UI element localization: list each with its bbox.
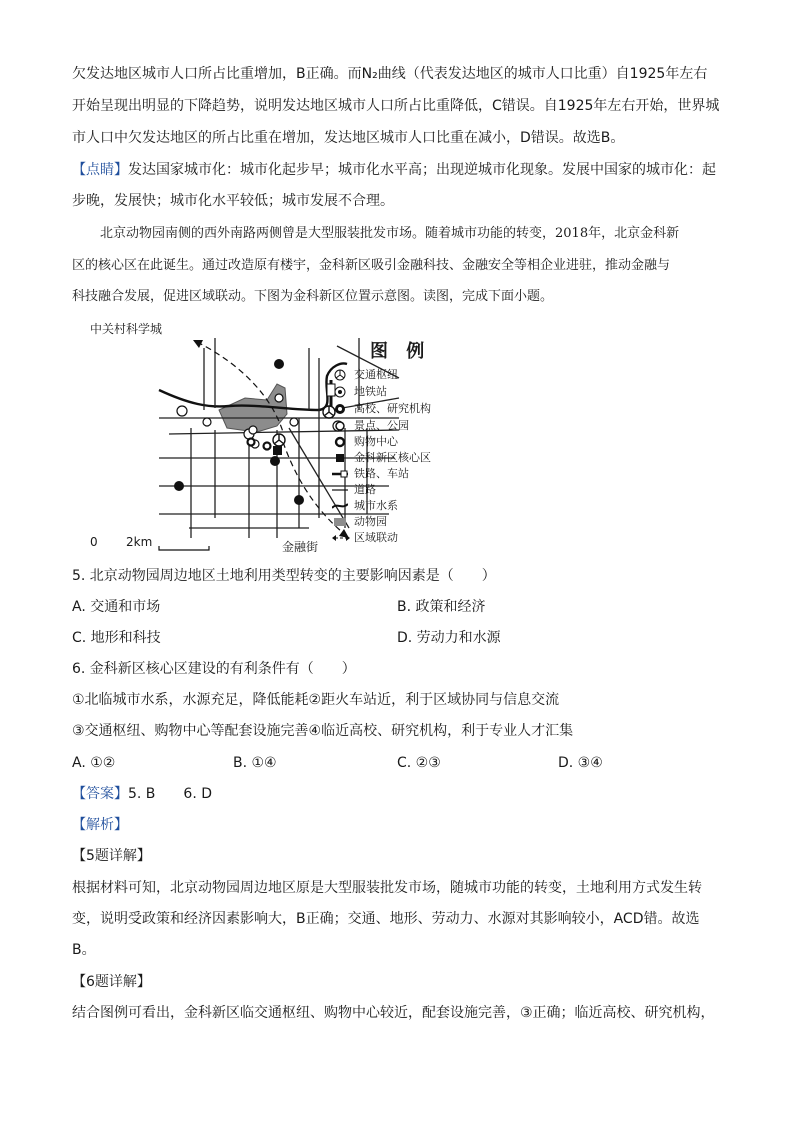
legend-item-transport-hub: 交通枢纽 [332, 366, 398, 382]
shopping-center-icon [332, 435, 348, 448]
answer-line [72, 784, 212, 804]
q6-statement-line: ③交通枢纽、购物中心等配套设施完善④临近高校、研究机构，利于专业人才汇集 [72, 723, 574, 739]
q5-option-b[interactable]: B. 政策和经济 [397, 599, 486, 615]
legend-item-zoo: 动物园 [332, 513, 387, 529]
tip-text: 发达国家城市化：城市化起步早；城市化水平高；出现逆城市化现象。发展中国家的城市化：起 [128, 162, 716, 178]
road-icon [332, 483, 348, 496]
university-icon [332, 402, 348, 415]
legend-item-core-area: 金科新区核心区 [332, 449, 431, 465]
legend-item-shopping: 购物中心 [332, 433, 398, 449]
paragraph-line: 步晚，发展快；城市化水平较低；城市发展不合理。 [72, 193, 394, 209]
subway-station-icon [332, 385, 348, 398]
q6-option-b[interactable]: B. ①④ [233, 755, 277, 771]
park-icon [332, 419, 348, 432]
q6-option-d[interactable]: D. ③④ [558, 755, 603, 771]
q6-option-c[interactable]: C. ②③ [397, 755, 441, 771]
q5-option-c[interactable]: C. 地形和科技 [72, 630, 161, 646]
zoo-icon [332, 515, 348, 528]
q6-detail-line: 结合图例可看出，金科新区临交通枢纽、购物中心较近，配套设施完善，③正确；临近高校、研究机构， [72, 1005, 715, 1021]
legend-title: 图 例 [370, 341, 431, 362]
q6-statement-line: ①北临城市水系，水源充足，降低能耗②距火车站近，利于区域协同与信息交流 [72, 692, 560, 708]
answer-text: 5. B 6. D [128, 786, 212, 802]
legend-item-railway: 铁路、车站 [332, 465, 409, 481]
scale-zero: 0 [90, 535, 98, 549]
railway-station-icon [332, 467, 348, 480]
q5-detail-line: B。 [72, 942, 96, 958]
paragraph-line: 欠发达地区城市人口所占比重增加，B正确。而N₂曲线（代表发达地区的城市人口比重）自1925年左右 [72, 66, 708, 82]
legend-item-regional-link: 区域联动 [332, 529, 398, 545]
tip-tag: 【点睛】 [72, 162, 128, 178]
core-area-marker [273, 446, 282, 455]
q5-detail-tag: 【5题详解】 [72, 848, 151, 864]
material-line: 北京动物园南侧的西外南路两侧曾是大型服装批发市场。随着城市功能的转变，2018年，北京金科新 [100, 226, 680, 241]
q5-option-a[interactable]: A. 交通和市场 [72, 599, 161, 615]
question-5-stem: 5. 北京动物园周边地区土地利用类型转变的主要影响因素是（ ） [72, 568, 496, 584]
regional-link-icon [332, 531, 348, 544]
river-icon [332, 499, 348, 512]
q6-option-a[interactable]: A. ①② [72, 755, 116, 771]
transport-hub-icon [332, 368, 348, 381]
map-label-zhongguancun: 中关村科学城 [90, 322, 163, 336]
scale-bar [159, 546, 209, 550]
q5-detail-line: 变，说明受政策和经济因素影响大，B正确；交通、地形、劳动力、水源对其影响较小，ACD错。故选 [72, 911, 700, 927]
legend-item-road: 道路 [332, 481, 376, 497]
question-6-stem: 6. 金科新区核心区建设的有利条件有（ ） [72, 661, 356, 677]
answer-tag: 【答案】 [72, 786, 128, 802]
material-line: 区的核心区在此诞生。通过改造原有楼宇，金科新区吸引金融科技、金融安全等相企业进驻，推动金融与 [72, 258, 671, 273]
paragraph-line: 开始呈现出明显的下降趋势，说明发达地区城市人口所占比重降低，C错误。自1925年左右开始，世界城 [72, 98, 720, 114]
q5-option-d[interactable]: D. 劳动力和水源 [397, 630, 501, 646]
paragraph-line: 市人口中欠发达地区的所占比重在增加，发达地区城市人口比重在减小，D错误。故选B。 [72, 130, 625, 146]
q5-detail-line: 根据材料可知，北京动物园周边地区原是大型服装批发市场，随城市功能的转变，土地利用方式发生转 [72, 880, 702, 896]
legend-item-university: 高校、研究机构 [332, 400, 431, 416]
legend-item-river: 城市水系 [332, 497, 398, 513]
scale-length: 2km [126, 535, 153, 549]
q6-detail-tag: 【6题详解】 [72, 974, 151, 990]
tip-line [72, 160, 716, 180]
material-line: 科技融合发展，促进区域联动。下图为金科新区位置示意图。读图，完成下面小题。 [72, 289, 554, 304]
map-label-jinrongjie: 金融街 [282, 540, 319, 554]
core-area-icon [332, 451, 348, 464]
analysis-tag: 【解析】 [72, 817, 128, 833]
legend-item-park: 景点、公园 [332, 417, 409, 433]
legend-item-subway: 地铁站 [332, 383, 387, 399]
